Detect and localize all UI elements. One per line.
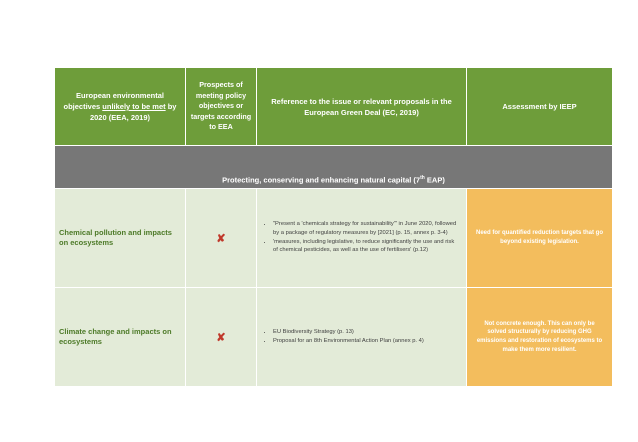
header-row [55, 68, 613, 146]
assessment-cell: Need for quantified reduction targets that go beyond existing legislation. [467, 189, 613, 288]
header-assessment: Assessment by IEEP [467, 68, 613, 146]
reference-list [263, 328, 460, 346]
list-item: • 'measures, including legislative, to reduce significantly the use and risk of chemical pesticides, as well as the use of fertilisers' (p.12) [273, 238, 460, 255]
cross-icon: ✘ [186, 189, 257, 288]
list-item: • Proposal for an 8th Environmental Action Plan (annex p. 4) [273, 337, 460, 345]
objective-cell: Climate change and impacts on ecosystems [55, 288, 186, 387]
header-objectives: European environmental objectives unlikely to be met by 2020 (EEA, 2019) [55, 68, 186, 146]
section-row [55, 146, 613, 189]
assessment-table [54, 67, 613, 387]
assessment-cell: Not concrete enough. This can only be solved structurally by reducing GHG emissions and restoration of ecosystems to make them more resilient. [467, 288, 613, 387]
objective-cell: Chemical pollution and impacts on ecosystems [55, 189, 186, 288]
reference-cell [257, 189, 467, 288]
table-row [55, 288, 613, 387]
list-item: • "Present a 'chemicals strategy for sustainability'" in June 2020, followed by a package of regulatory measures by [2021] (p. 15, annex p. 3-4) [273, 220, 460, 237]
reference-cell [257, 288, 467, 387]
reference-list [263, 220, 460, 255]
list-item: • EU Biodiversity Strategy (p. 13) [273, 328, 460, 336]
section-title: Protecting, conserving and enhancing natural capital (7th EAP) [55, 146, 613, 189]
table-row [55, 189, 613, 288]
cross-icon: ✘ [186, 288, 257, 387]
header-prospects: Prospects of meeting policy objectives or targets according to EEA [186, 68, 257, 146]
header-objectives-emphasis: unlikely to be met [102, 102, 166, 111]
header-reference: Reference to the issue or relevant proposals in the European Green Deal (EC, 2019) [257, 68, 467, 146]
